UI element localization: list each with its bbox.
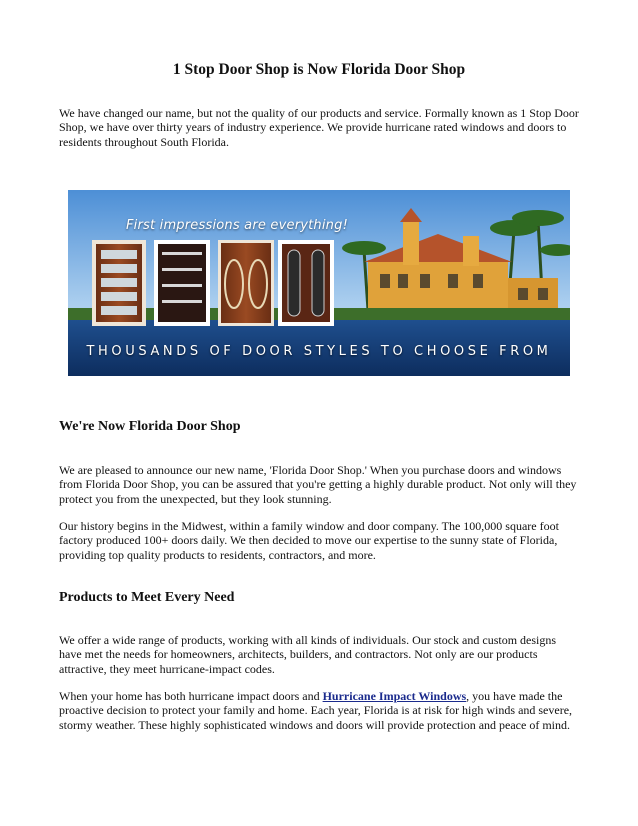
section-heading-products: Products to Meet Every Need <box>59 590 235 605</box>
section-heading-new-name: We're Now Florida Door Shop <box>59 419 241 434</box>
page-title: 1 Stop Door Shop is Now Florida Door Shop <box>172 61 466 78</box>
section-paragraph: We are pleased to announce our new name, 'Florida Door Shop.' When you purchase doors and windows from Florida Door Shop, you can be assured that you're getting a highly durable product. Not only will they protect you from the unexpected, but they look stunning. <box>59 463 577 506</box>
banner-headline: First impressions are everything! <box>126 218 348 233</box>
section-paragraph-with-link <box>59 689 579 732</box>
hurricane-impact-windows-link[interactable]: Hurricane Impact Windows <box>322 689 467 703</box>
paragraph-text-before: When your home has both hurricane impact doors and <box>59 689 323 703</box>
intro-paragraph: We have changed our name, but not the quality of our products and service. Formally known as 1 Stop Door Shop, we have over thirty years of industry experience. We provide hurricane rated windows and doors to residents throughout South Florida. <box>59 106 579 149</box>
section-paragraph: Our history begins in the Midwest, within a family window and door company. The 100,000 square foot factory produced 100+ doors daily. We then decided to move our expertise to the sunny state of Florida, providing top quality products to residents, contractors, and more. <box>59 519 559 562</box>
section-paragraph: We offer a wide range of products, working with all kinds of individuals. Our stock and custom designs have met the needs for homeowners, architects, builders, and contractors. Not only are our products attractive, they meet hurricane-impact codes. <box>59 633 557 676</box>
door-styles-banner <box>68 190 570 376</box>
banner-caption: THOUSANDS OF DOOR STYLES TO CHOOSE FROM <box>86 344 552 359</box>
paragraph-text-after: , you have made the proactive decision to protect your family and home. Each year, Florida is at risk for high winds and severe, stormy weather. These highly sophisticated windows and doors will provide protection and peace of mind. <box>59 689 573 732</box>
